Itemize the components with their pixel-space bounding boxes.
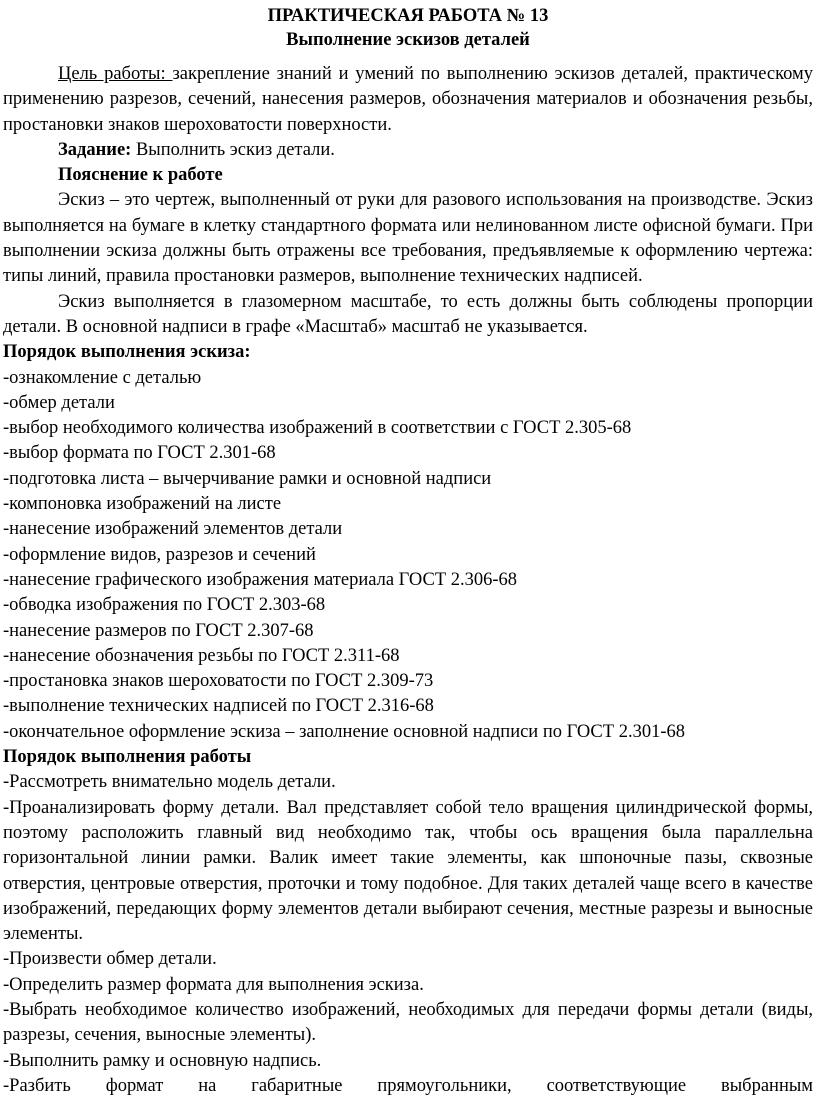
list-item: -обводка изображения по ГОСТ 2.303-68 (3, 595, 326, 616)
list-item: -Проанализировать форму детали. Вал представляет собой тело вращения цилиндрической формы, поэтому расположить главный вид необходимо так, чтобы ось вращения была параллельна горизонтальной линии рамки. Валик имеет такие элементы, как шпоночные пазы, сквозные отверстия, центровые отверстия, проточки и тому подобное. Для таких деталей чаще всего в качестве изображений, передающих форму элементов детали выбирают сечения, местные разрезы и выносные элементы. (3, 797, 813, 945)
list-item: -выбор формата по ГОСТ 2.301-68 (3, 443, 276, 464)
task-text: Выполнить эскиз детали. (131, 139, 335, 160)
list-item: -нанесение изображений элементов детали (3, 519, 343, 540)
list-item: -компоновка изображений на листе (3, 494, 282, 515)
work-order-list (3, 770, 813, 1099)
explanation-paragraph-2: Эскиз выполняется в глазомерном масштабе, то есть должны быть соблюдены пропорции детали. В основной надписи в графе «Масштаб» масштаб не указывается. (3, 291, 813, 337)
sketch-order-list (3, 366, 813, 745)
list-item: -Определить размер формата для выполнения эскиза. (3, 974, 424, 995)
list-item: -оформление видов, разрезов и сечений (3, 544, 316, 565)
list-item: -выбор необходимого количества изображений в соответствии с ГОСТ 2.305-68 (3, 418, 632, 439)
list-item: -ознакомление с деталью (3, 367, 202, 388)
explanation-heading: Пояснение к работе (58, 165, 223, 186)
list-item: -обмер детали (3, 392, 115, 413)
goal-paragraph (3, 62, 813, 138)
list-item: -Рассмотреть внимательно модель детали. (3, 772, 336, 793)
list-item: -окончательное оформление эскиза – заполнение основной надписи по ГОСТ 2.301-68 (3, 721, 685, 742)
explanation-paragraph-1: Эскиз – это чертеж, выполненный от руки для разового использования на производстве. Эскиз выполняется на бумаге в клетку стандартного формата или нелинованном листе офисной бумаги. При выполнении эскиза должны быть отражены все требования, предъявляемые к оформлению чертежа: типы линий, правила простановки размеров, выполнение технических надписей. (3, 190, 813, 287)
list-item: -нанесение размеров по ГОСТ 2.307-68 (3, 620, 314, 641)
goal-label: Цель работы: (58, 64, 173, 84)
list-item: -Произвести обмер детали. (3, 949, 217, 970)
list-item: -Выполнить рамку и основную надпись. (3, 1050, 322, 1071)
list-item: -нанесение обозначения резьбы по ГОСТ 2.311-68 (3, 645, 400, 666)
work-order-heading: Порядок выполнения работы (3, 747, 252, 768)
list-item: -Выбрать необходимое количество изображений, необходимых для передачи формы детали (виды, разрезы, сечения, выносные элементы). (3, 999, 813, 1046)
page-title: ПРАКТИЧЕСКАЯ РАБОТА № 13 (267, 6, 549, 26)
task-label: Задание: (58, 139, 132, 160)
list-item: -простановка знаков шероховатости по ГОСТ 2.309-73 (3, 671, 434, 692)
page-subtitle: Выполнение эскизов деталей (286, 30, 530, 50)
list-item: -подготовка листа – вычерчивание рамки и основной надписи (3, 468, 492, 489)
list-item: -выполнение технических надписей по ГОСТ 2.316-68 (3, 696, 434, 717)
task-paragraph (3, 138, 813, 163)
list-item: -Разбить формат на габаритные прямоугольники, соответствующие выбранным (3, 1075, 813, 1096)
list-item: -нанесение графического изображения материала ГОСТ 2.306-68 (3, 569, 518, 590)
sketch-order-heading: Порядок выполнения эскиза: (3, 342, 251, 363)
goal-text: закрепление знаний и умений по выполнению эскизов деталей, практическому применению разрезов, сечений, нанесения размеров, обозначения материалов и обозначения резьбы, простановки знаков шероховатости поверхности. (3, 64, 813, 135)
